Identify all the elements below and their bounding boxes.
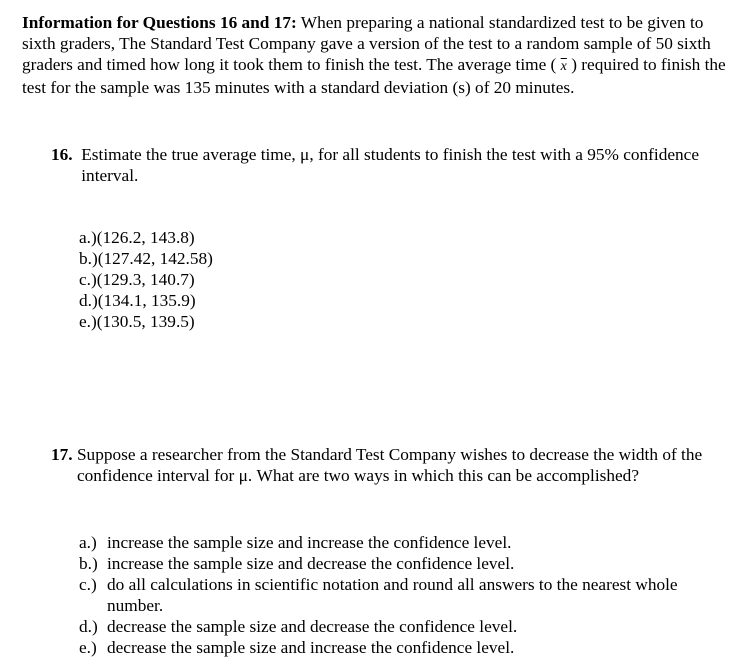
question-16-number: 16.: [51, 145, 73, 164]
intro-text-part1: When preparing a national standardized test to be given to sixth graders, The Standard Test Company gave a version of the test to a random sample of 50 sixth graders and timed how long it took them to finish the test. The average time (: [22, 13, 711, 74]
question-16-text: Estimate the true average time, μ, for all students to finish the test with a 95% confidence interval.: [81, 145, 700, 185]
question-17-choices: [79, 532, 699, 658]
x-bar-symbol: $\overline{x}$: [560, 59, 567, 74]
choice-text: do all calculations in scientific notation and round all answers to the nearest whole number.: [107, 575, 678, 615]
choice-16-d[interactable]: [79, 290, 213, 311]
choice-17-e[interactable]: [79, 637, 699, 658]
choice-label: e.): [79, 638, 97, 657]
choice-label: b.): [79, 554, 98, 573]
choice-text: increase the sample size and decrease the confidence level.: [107, 554, 515, 573]
choice-16-e[interactable]: [79, 311, 213, 332]
choice-17-d[interactable]: [79, 616, 699, 637]
choice-text: (127.42, 142.58): [97, 249, 213, 268]
choice-text: (126.2, 143.8): [96, 228, 195, 247]
intro-paragraph: [22, 12, 737, 98]
choice-16-b[interactable]: [79, 248, 213, 269]
choice-16-c[interactable]: [79, 269, 213, 290]
question-17-number: 17.: [51, 445, 73, 464]
choice-label: c.): [79, 575, 97, 594]
choice-text: increase the sample size and increase the confidence level.: [107, 533, 512, 552]
choice-text: decrease the sample size and decrease the confidence level.: [107, 617, 518, 636]
choice-text: (134.1, 135.9): [97, 291, 196, 310]
choice-text: (130.5, 139.5): [96, 312, 195, 331]
choice-label: a.): [79, 228, 97, 247]
question-16: [51, 144, 731, 186]
choice-text: (129.3, 140.7): [96, 270, 195, 289]
choice-label: d.): [79, 291, 98, 310]
choice-label: b.): [79, 249, 98, 268]
choice-17-b[interactable]: [79, 553, 699, 574]
choice-label: d.): [79, 617, 98, 636]
choice-label: a.): [79, 533, 97, 552]
choice-label: c.): [79, 270, 97, 289]
question-17-text: Suppose a researcher from the Standard Test Company wishes to decrease the width of the confidence interval for μ. What are two ways in which this can be accomplished?: [76, 445, 703, 485]
choice-16-a[interactable]: [79, 227, 213, 248]
intro-lead: Information for Questions 16 and 17:: [22, 13, 297, 32]
question-17: [51, 444, 731, 486]
intro-text-part2: ) required to finish the test for the sample was 135 minutes with a standard deviation (s) of 20 minutes.: [22, 55, 726, 97]
choice-17-a[interactable]: [79, 532, 699, 553]
choice-label: e.): [79, 312, 97, 331]
choice-text: decrease the sample size and increase the confidence level.: [107, 638, 515, 657]
question-16-choices: [79, 227, 213, 332]
choice-17-c[interactable]: [79, 574, 699, 616]
